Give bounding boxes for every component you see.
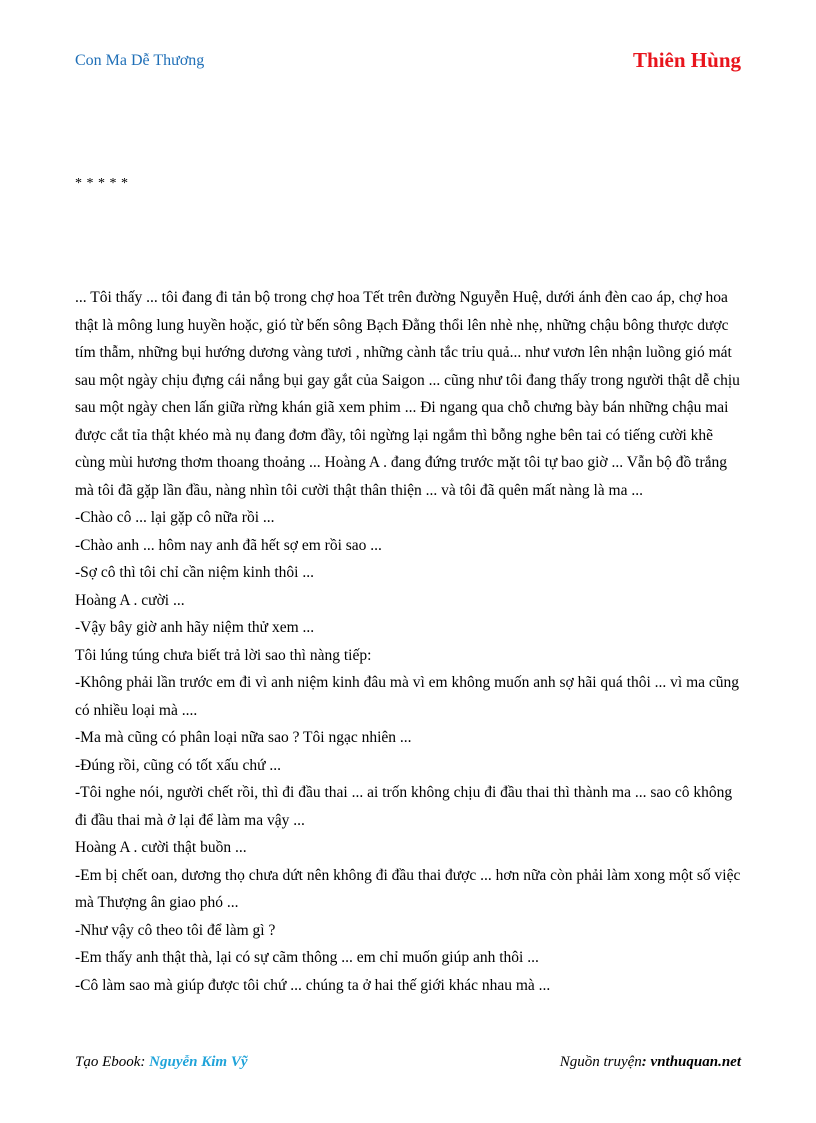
paragraph: -Không phải lần trước em đi vì anh niệm kinh đâu mà vì em không muốn anh sợ hãi quá thôi ... vì ma cũng có nhiều loại mà .... xyxy=(75,674,740,719)
paragraph: -Cô làm sao mà giúp được tôi chứ ... chúng ta ở hai thế giới khác nhau mà ... xyxy=(75,976,551,994)
paragraph: Hoàng A . cười ... xyxy=(75,591,185,609)
source-label: Nguồn truyện xyxy=(559,1054,642,1070)
paragraph: -Ma mà cũng có phân loại nữa sao ? Tôi ngạc nhiên ... xyxy=(75,729,412,746)
source-site: vnthuquan.net xyxy=(650,1054,741,1070)
page-header xyxy=(75,48,741,78)
source-credit xyxy=(560,1054,741,1071)
ebook-credit xyxy=(75,1054,248,1071)
source-separator: : xyxy=(641,1054,651,1070)
paragraph: ... Tôi thấy ... tôi đang đi tản bộ trong chợ hoa Tết trên đường Nguyễn Huệ, dưới ánh đèn cao áp, chợ hoa thật là mông lung huyền hoặc, gió từ bến sông Bạch Đằng thổi lên nhè nhẹ, những chậu bông thược dược tím thẫm, những bụi hướng dương vàng tươi , những cành tắc trỉu quả... như vươn lên nhận luồng gió mát sau một ngày chịu đựng cái nắng bụi gay gắt của Saigon ... cũng như tôi đang thấy trong người thật dễ chịu sau một ngày chen lấn giữa rừng khán giã xem phim ... Đi ngang qua chỗ chưng bày bán những chậu mai được cắt tỉa thật khéo mà nụ đang đơm đầy, tôi ngừng lại ngắm thì bỗng nghe bên tai có tiếng cười khẽ cùng mùi hương thơm thoang thoảng ... Hoàng A . đang đứng trước mặt tôi tự bao giờ ... Vẫn bộ đồ trắng mà tôi đã gặp lần đầu, nàng nhìn tôi cười thật thân thiện ... và tôi đã quên mất nàng là ma ... xyxy=(75,289,740,499)
paragraph: -Em bị chết oan, dương thọ chưa dứt nên không đi đầu thai được ... hơn nữa còn phải làm xong một số việc mà Thượng ân giao phó ... xyxy=(75,866,741,911)
ebook-label: Tạo Ebook xyxy=(75,1054,141,1070)
paragraph: -Chào anh ... hôm nay anh đã hết sợ em rồi sao ... xyxy=(75,536,382,554)
paragraph: Hoàng A . cười thật buồn ... xyxy=(75,839,247,856)
section-separator: * * * * * xyxy=(75,176,129,191)
book-title: Con Ma Dễ Thương xyxy=(75,52,205,69)
paragraph: -Chào cô ... lại gặp cô nữa rồi ... xyxy=(75,509,275,526)
ebook-separator: : xyxy=(140,1054,150,1070)
paragraph: -Sợ cô thì tôi chỉ cần niệm kinh thôi ... xyxy=(75,564,314,581)
ebook-creator: Nguyễn Kim Vỹ xyxy=(149,1054,248,1070)
page-footer xyxy=(75,1054,741,1078)
paragraph: -Đúng rồi, cũng có tốt xấu chứ ... xyxy=(75,756,281,774)
author-name: Thiên Hùng xyxy=(633,48,741,72)
paragraph: Tôi lúng túng chưa biết trả lời sao thì nàng tiếp: xyxy=(75,646,372,664)
paragraph: -Như vậy cô theo tôi để làm gì ? xyxy=(75,921,276,939)
paragraph: -Em thấy anh thật thà, lại có sự cãm thông ... em chỉ muốn giúp anh thôi ... xyxy=(75,949,539,966)
story-body xyxy=(75,284,745,999)
paragraph: -Vậy bây giờ anh hãy niệm thử xem ... xyxy=(75,619,315,636)
paragraph: -Tôi nghe nói, người chết rồi, thì đi đầu thai ... ai trốn không chịu đi đầu thai thì thành ma ... sao cô không đi đầu thai mà ở lại để làm ma vậy ... xyxy=(75,784,733,829)
